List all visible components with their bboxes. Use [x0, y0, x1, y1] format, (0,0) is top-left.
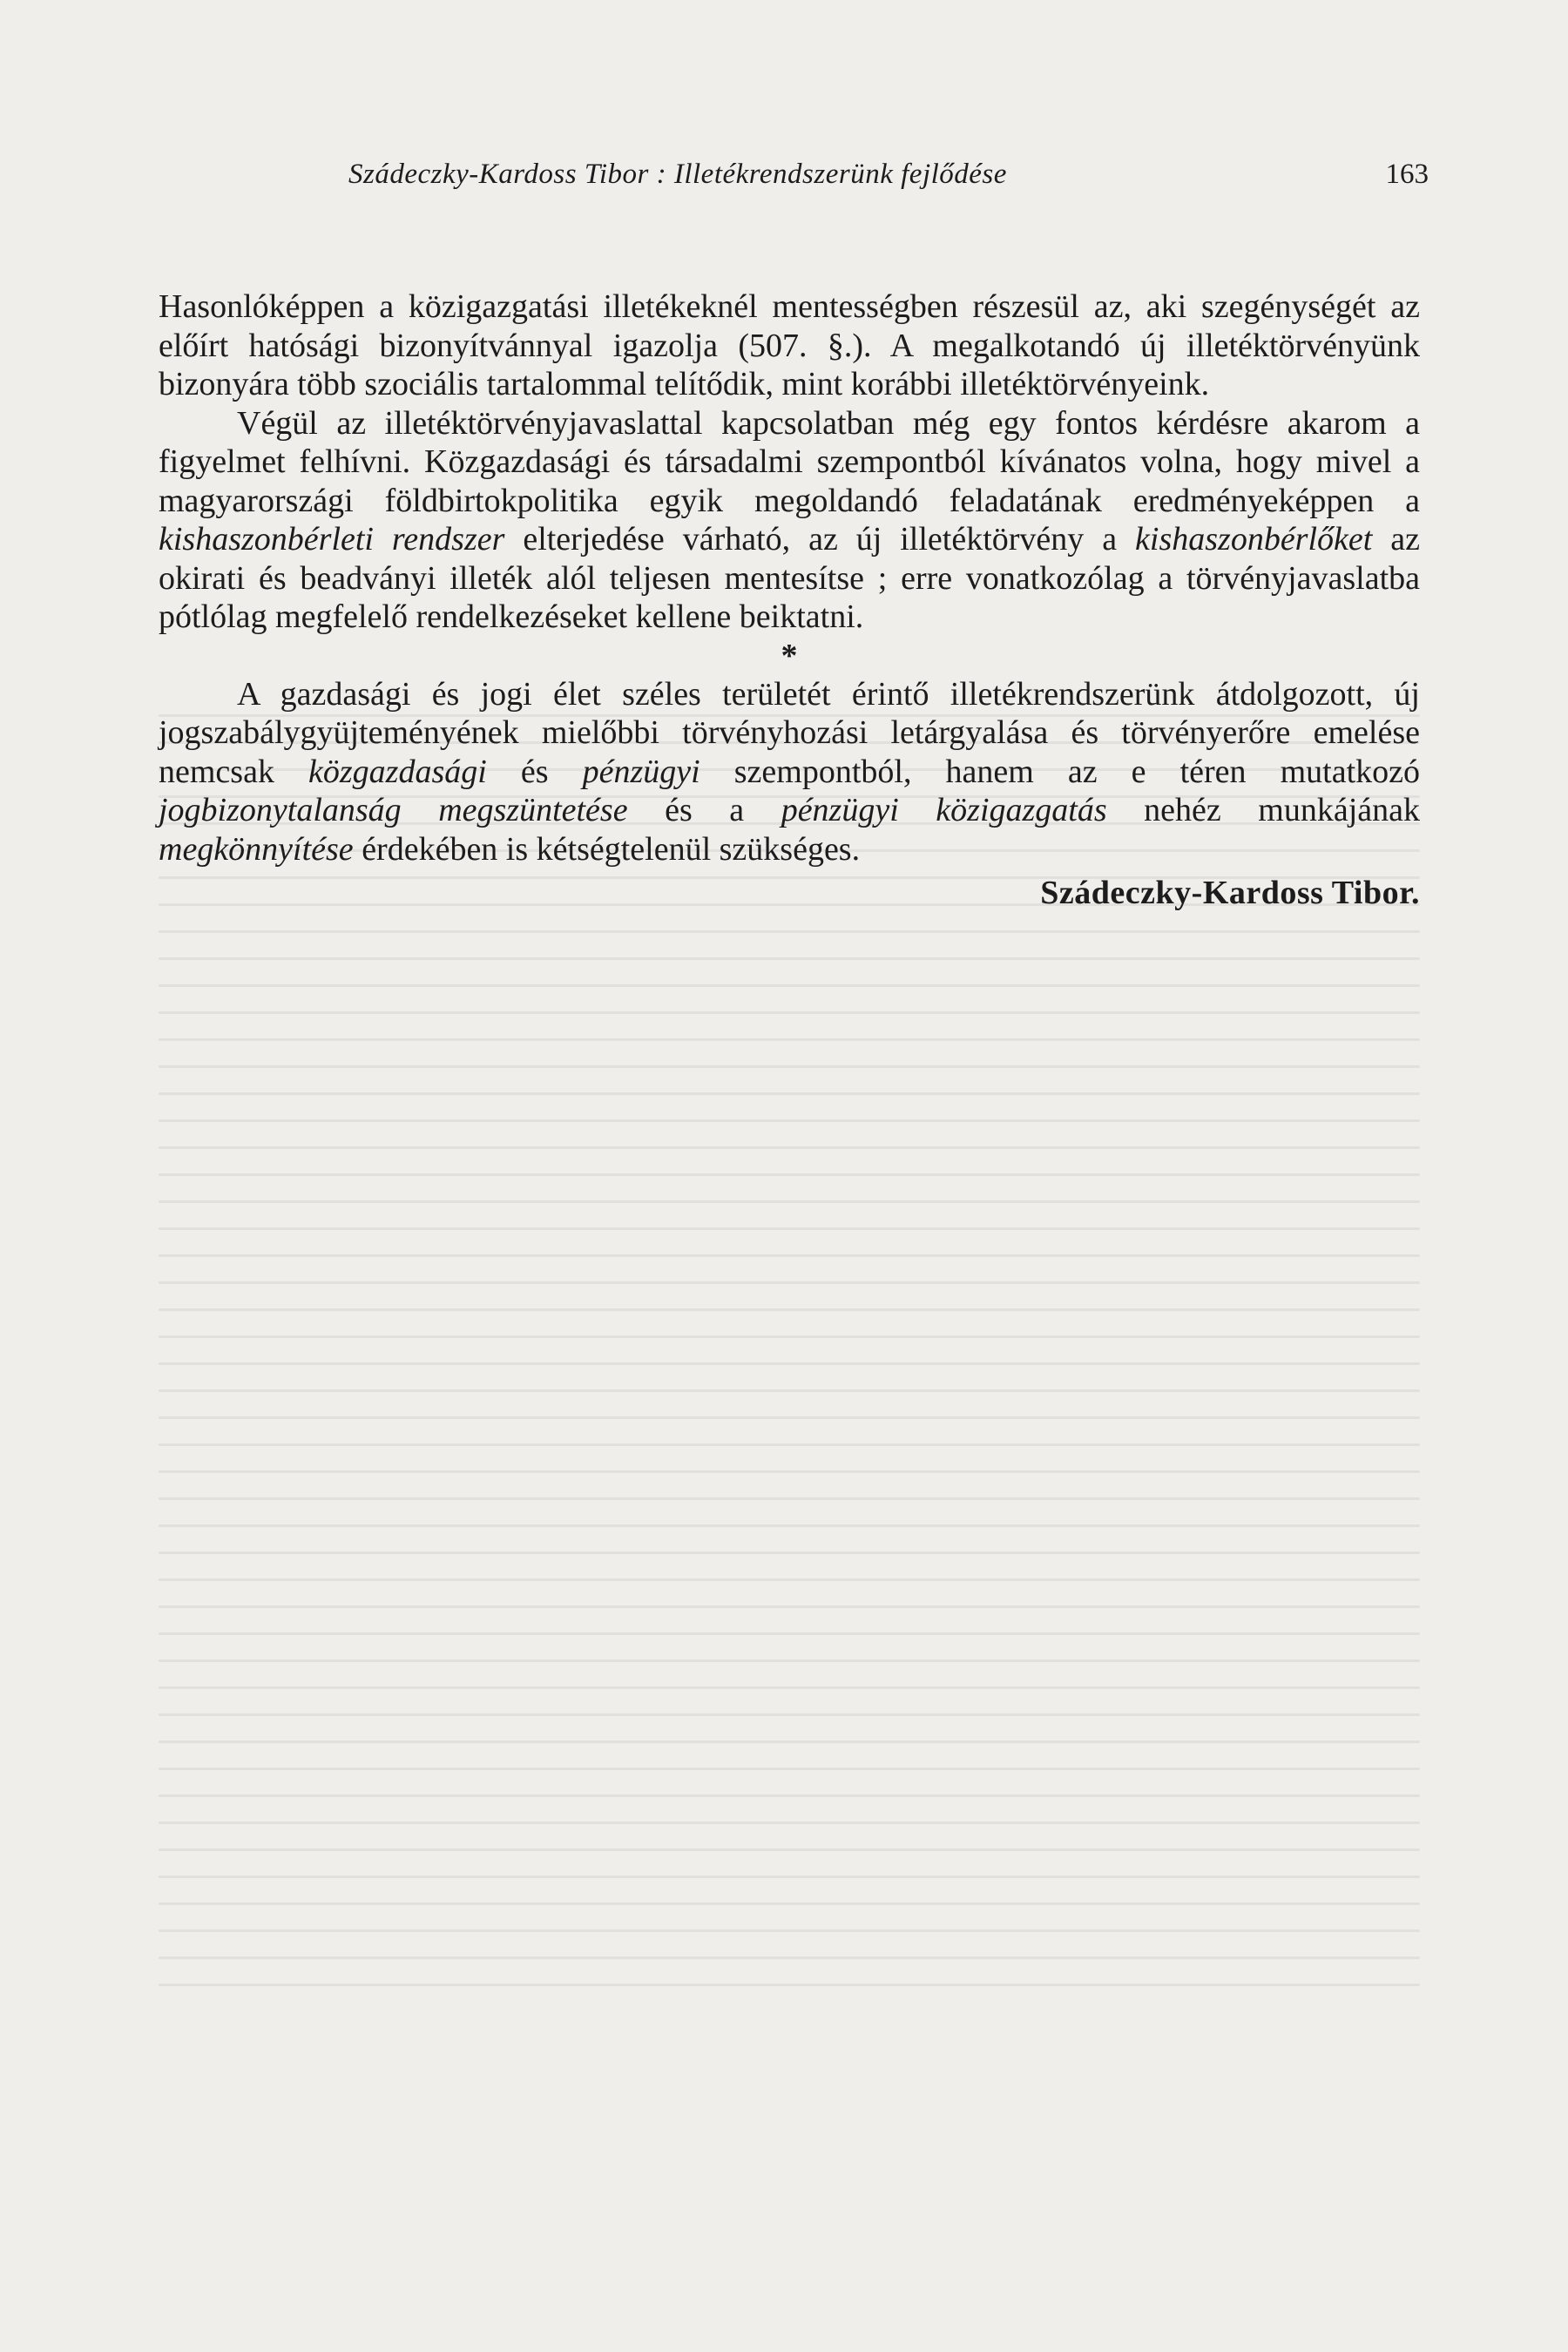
emphasis-text: megkönnyítése: [159, 830, 354, 868]
emphasis-text: pénzügyi: [582, 753, 700, 790]
author-signature: Szádeczky-Kardoss Tibor.: [1040, 875, 1420, 911]
emphasis-text: kishaszonbérleti rendszer: [159, 521, 505, 558]
paragraph-exemption: [159, 287, 1420, 404]
paragraph-text: elterjedése várható, az új illetéktörvény a: [504, 521, 1136, 558]
paragraph-tenancy: [159, 404, 1420, 637]
emphasis-text: pénzügyi közigazgatás: [781, 792, 1107, 828]
paragraph-text: A gazdasági és jogi élet széles területét érintő illetékrendszerünk átdolgozott, új jogszabálygyüjteményének mielőbbi törvényhozási letárgyalása és törvényerőre emelése nemcsak: [159, 675, 1420, 790]
paragraph-text: szempontból, hanem az e téren mutatkozó: [700, 753, 1421, 790]
emphasis-text: kishaszonbérlőket: [1135, 521, 1373, 558]
running-title: Szádeczky-Kardoss Tibor : Illetékrendszerünk fejlődése: [348, 159, 1007, 190]
paragraph-text: és a: [627, 792, 781, 828]
paragraph-text: nehéz munkájának: [1106, 792, 1420, 828]
paragraph-conclusion: [159, 675, 1420, 869]
section-separator: *: [781, 637, 798, 674]
paragraph-text: érdekében is kétségtelenül szükséges.: [353, 830, 861, 868]
emphasis-text: jogbizonytalanság megszüntetése: [159, 792, 628, 828]
paragraph-text: Végül az illetéktörvényjavaslattal kapcsolatban még egy fontos kérdésre akarom a figyelmet felhívni. Közgazdasági és társadalmi szempontból kívánatos volna, hogy mivel a magyarországi földbirtokpolitika egyik megoldandó feladatának eredményeképpen a: [159, 404, 1420, 519]
page-header: [157, 159, 1429, 197]
paragraph-text: az okirati és beadványi illeték alól teljesen mentesítse ; erre vonatkozólag a törvényjavaslatba pótlólag megfelelő rendelkezéseket kellene beiktatni.: [159, 521, 1420, 635]
body-text: [159, 287, 1420, 913]
page-number: 163: [1385, 159, 1429, 190]
paragraph-text: Hasonlóképpen a közigazgatási illetékeknél mentességben részesül az, aki szegénységét az előírt hatósági bizonyítvánnyal igazolja (507. §.). A megalkotandó új illetéktörvényünk bizonyára több szociális tartalommal telítődik, mint korábbi illetéktörvényeink.: [159, 288, 1420, 402]
emphasis-text: közgazdasági: [308, 753, 487, 790]
paragraph-text: és: [486, 753, 583, 790]
bleed-through-texture: [159, 714, 1420, 2195]
